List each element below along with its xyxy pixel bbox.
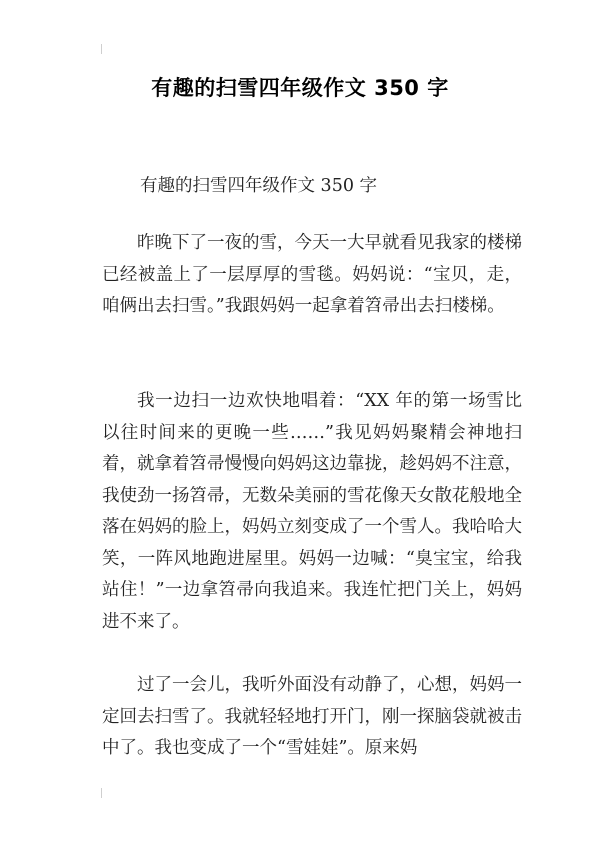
page-corner-mark-top	[101, 44, 102, 54]
document-subtitle: 有趣的扫雪四年级作文 350 字	[140, 176, 378, 196]
paragraph-2: 我一边扫一边欢快地唱着：“XX 年的第一场雪比以往时间来的更晚一些……”我见妈妈聚精会神地扫着，就拿着笤帚慢慢向妈妈这边靠拢，趁妈妈不注意，我使劲一扬笤帚，无数朵美丽的雪花像天女散花般地全落在妈妈的脸上，妈妈立刻变成了一个雪人。我哈哈大笑，一阵风地跑进屋里。妈妈一边喊：“臭宝宝，给我站住！”一边拿笤帚向我追来。我连忙把门关上，妈妈进不来了。	[102, 391, 522, 632]
paragraph-3: 过了一会儿，我听外面没有动静了，心想，妈妈一定回去扫雪了。我就轻轻地打开门，刚一探脑袋就被击中了。我也变成了一个“雪娃娃”。原来妈	[102, 675, 522, 758]
document-title: 有趣的扫雪四年级作文 350 字	[151, 76, 449, 100]
paragraph-1: 昨晚下了一夜的雪，今天一大早就看见我家的楼梯已经被盖上了一层厚厚的雪毯。妈妈说：“宝贝，走，咱俩出去扫雪。”我跟妈妈一起拿着笤帚出去扫楼梯。	[102, 233, 522, 316]
page-corner-mark-bottom	[101, 788, 102, 798]
